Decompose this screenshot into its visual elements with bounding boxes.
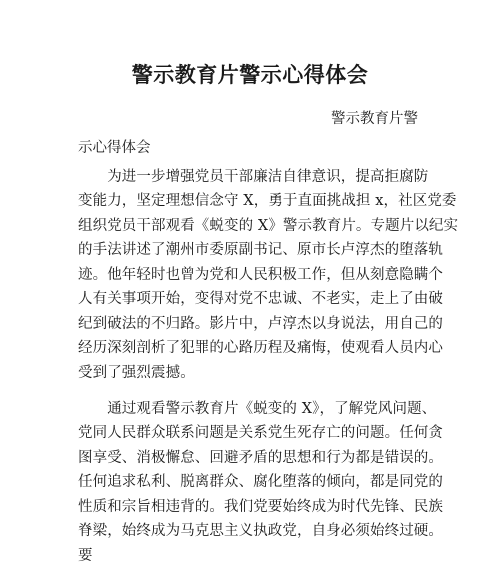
body-line: 变能力，坚定理想信念守 X，勇于直面挑战担 x，社区党委 (78, 193, 457, 209)
body-line: 党同人民群众联系问题是关系党生死存亡的问题。任何贪 (78, 425, 443, 441)
body-line: 性质和宗旨相违背的。我们党要始终成为时代先锋、民族 (78, 499, 443, 515)
body-line: 脊梁，始终成为马克思主义执政党，自身必须始终过硬。 (78, 523, 443, 539)
body-line: 通过观看警示教育片《蜕变的 X》，了解党风问题、 (78, 401, 437, 417)
body-line: 要 (78, 548, 93, 564)
body-line: 人有关事项开始，变得对党不忠诚、不老实，走上了由破 (78, 291, 443, 307)
body-line: 经历深刻剖析了犯罪的心路历程及痛悔，使观看人员内心 (78, 340, 443, 356)
body-line: 受到了强烈震撼。 (78, 365, 195, 381)
document-title: 警示教育片警示心得体会 (131, 62, 369, 87)
body-line: 的手法讲述了潮州市委原副书记、原市长卢淳杰的堕落轨 (78, 242, 443, 258)
document-subtitle-part1: 警示教育片警 (331, 111, 418, 127)
body-line: 任何追求私利、脱离群众、腐化堕落的倾向，都是同党的 (78, 474, 443, 490)
body-line: 纪到破法的不归路。影片中，卢淳杰以身说法，用自己的 (78, 316, 443, 332)
document-subtitle-part2: 示心得体会 (78, 140, 151, 156)
body-line: 组织党员干部观看《蜕变的 X》警示教育片。专题片以纪实 (78, 218, 459, 234)
body-line: 迹。他年轻时也曾为党和人民积极工作，但从刻意隐瞒个 (78, 267, 443, 283)
body-line: 为进一步增强党员干部廉洁自律意识，提高拒腐防 (78, 169, 429, 185)
body-line: 图享受、消极懈怠、回避矛盾的思想和行为都是错误的。 (78, 450, 443, 466)
